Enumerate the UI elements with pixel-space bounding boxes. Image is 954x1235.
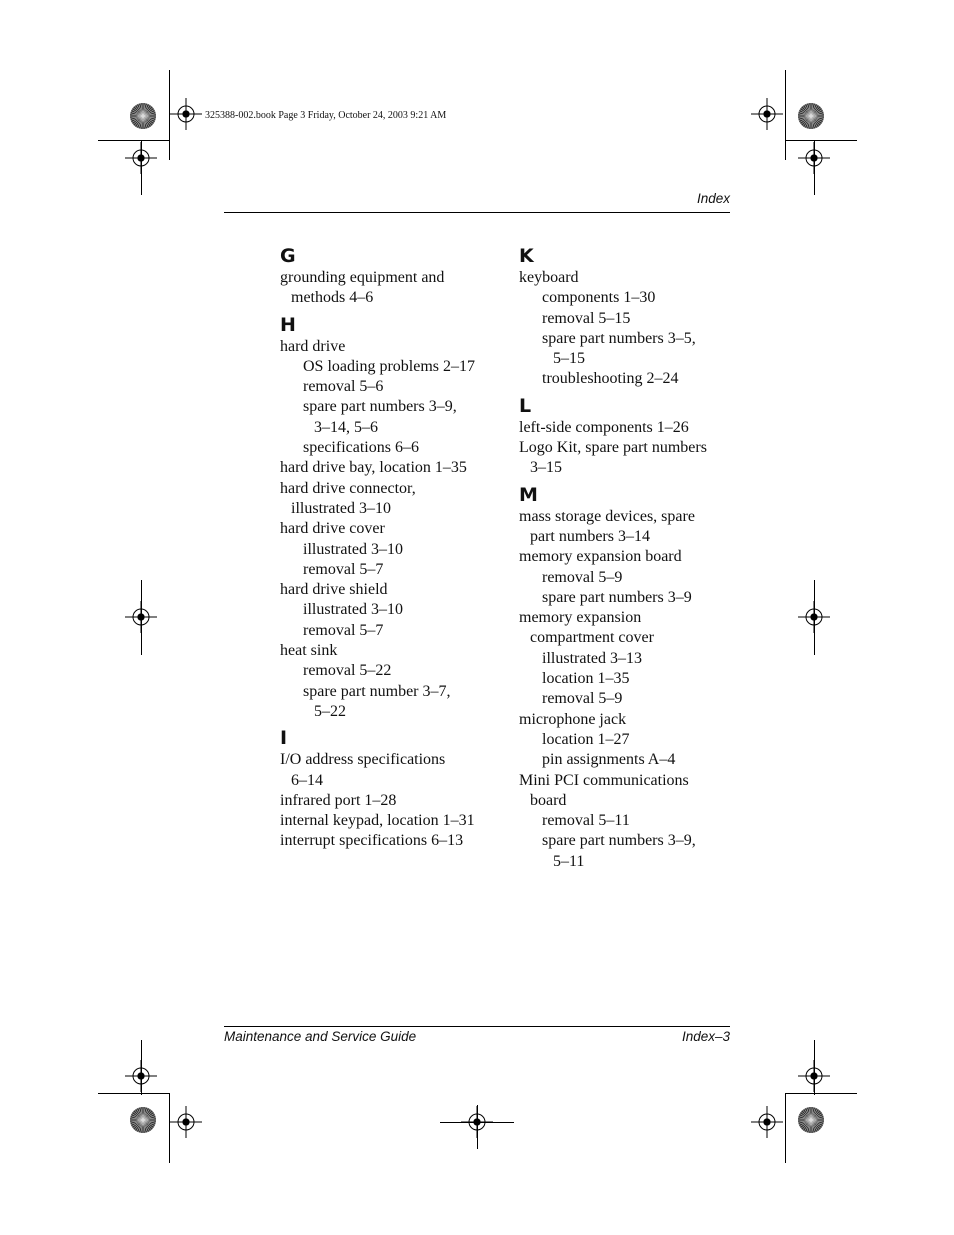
registration-mark-icon	[751, 98, 783, 130]
crop-line	[477, 1105, 478, 1149]
index-section	[280, 313, 510, 723]
index-entry: mass storage devices, spare	[519, 507, 695, 525]
index-entry: heat sink	[280, 642, 338, 660]
index-entry: grounding equipment and	[280, 269, 445, 286]
index-subentry: OS loading problems 2–17	[303, 357, 475, 375]
index-subentry: location 1–27	[542, 730, 630, 748]
index-entry: hard drive cover	[280, 520, 385, 538]
index-subentry: spare part numbers 3–5,	[542, 329, 696, 347]
index-entry: memory expansion	[519, 609, 642, 627]
index-entry: board	[530, 791, 567, 809]
index-section	[519, 394, 749, 479]
header-rule	[224, 212, 730, 213]
index-subentry: illustrated 3–13	[542, 649, 642, 667]
index-section	[280, 244, 510, 309]
section-letter: K	[519, 245, 534, 267]
index-subentry: location 1–35	[542, 670, 630, 688]
crop-line	[169, 1093, 170, 1163]
index-entry: interrupt specifications 6–13	[280, 832, 464, 850]
index-entry: hard drive shield	[280, 581, 388, 599]
section-letter: G	[280, 245, 296, 267]
crop-line	[141, 140, 142, 195]
index-entry: memory expansion board	[519, 548, 682, 566]
index-entry: Mini PCI communications	[519, 771, 689, 789]
index-entry: 3–15	[530, 459, 562, 477]
crop-line	[814, 140, 815, 195]
index-entry: hard drive	[280, 337, 346, 355]
index-section	[280, 726, 510, 851]
crop-line	[814, 580, 815, 655]
registration-mark-icon	[751, 1106, 783, 1138]
color-target-icon	[129, 102, 157, 130]
index-subentry: 5–15	[553, 350, 585, 368]
running-head: Index	[696, 191, 730, 206]
index-subentry: specifications 6–6	[303, 439, 419, 457]
index-entry: internal keypad, location 1–31	[280, 812, 475, 830]
index-entry: illustrated 3–10	[291, 499, 391, 517]
crop-line	[814, 1040, 815, 1095]
crop-line	[785, 1093, 786, 1163]
index-entry: hard drive bay, location 1–35	[280, 459, 467, 477]
crop-line	[98, 140, 170, 141]
crop-line	[785, 1093, 857, 1094]
crop-line	[785, 140, 857, 141]
index-subentry: removal 5–6	[303, 378, 384, 396]
color-target-icon	[129, 1106, 157, 1134]
index-subentry: 5–22	[314, 702, 346, 720]
index-section	[519, 483, 749, 872]
index-subentry: spare part number 3–7,	[303, 682, 451, 700]
index-entry: keyboard	[519, 269, 579, 286]
index-subentry: removal 5–9	[542, 568, 623, 586]
index-subentry: 3–14, 5–6	[314, 418, 378, 436]
index-subentry: removal 5–11	[542, 812, 630, 830]
index-subentry: spare part numbers 3–9,	[542, 832, 696, 850]
index-entry: I/O address specifications	[280, 751, 446, 769]
index-entry: methods 4–6	[291, 289, 374, 307]
index-subentry: components 1–30	[542, 289, 656, 307]
index-entry: infrared port 1–28	[280, 791, 397, 809]
index-entry: 6–14	[291, 771, 323, 789]
footer-title: Maintenance and Service Guide	[224, 1029, 417, 1044]
print-slug: 325388-002.book Page 3 Friday, October 24, 2003 9:21 AM	[205, 110, 447, 121]
index-subentry: removal 5–15	[542, 309, 631, 327]
crop-line	[169, 70, 170, 160]
index-entry: compartment cover	[530, 629, 654, 647]
crop-line	[141, 1040, 142, 1095]
registration-mark-icon	[170, 1106, 202, 1138]
section-letter: H	[280, 313, 296, 336]
section-letter: L	[519, 394, 532, 417]
crop-line	[141, 580, 142, 655]
index-subentry: removal 5–22	[303, 662, 392, 680]
section-letter: M	[519, 483, 538, 506]
footer-rule	[224, 1026, 730, 1027]
index-subentry: illustrated 3–10	[303, 540, 403, 558]
registration-mark-icon	[170, 98, 202, 130]
index-subentry: removal 5–7	[303, 560, 384, 578]
index-subentry: spare part numbers 3–9	[542, 588, 692, 606]
index-subentry: removal 5–9	[542, 690, 623, 708]
index-column-left	[280, 244, 510, 852]
index-entry: hard drive connector,	[280, 479, 416, 497]
index-subentry: troubleshooting 2–24	[542, 370, 679, 388]
index-entry: Logo Kit, spare part numbers	[519, 439, 707, 457]
index-column-right	[519, 244, 749, 872]
index-section	[519, 244, 749, 390]
page-number: Index–3	[681, 1029, 730, 1044]
index-subentry: 5–11	[553, 852, 585, 870]
index-subentry: pin assignments A–4	[542, 751, 676, 769]
index-entry: part numbers 3–14	[530, 527, 650, 545]
color-target-icon	[797, 1106, 825, 1134]
crop-line	[785, 70, 786, 160]
index-subentry: illustrated 3–10	[303, 601, 403, 619]
section-letter: I	[280, 727, 288, 750]
index-subentry: removal 5–7	[303, 621, 384, 639]
crop-line	[98, 1093, 170, 1094]
index-entry: left-side components 1–26	[519, 418, 689, 436]
color-target-icon	[797, 102, 825, 130]
index-subentry: spare part numbers 3–9,	[303, 398, 457, 416]
index-entry: microphone jack	[519, 710, 627, 728]
